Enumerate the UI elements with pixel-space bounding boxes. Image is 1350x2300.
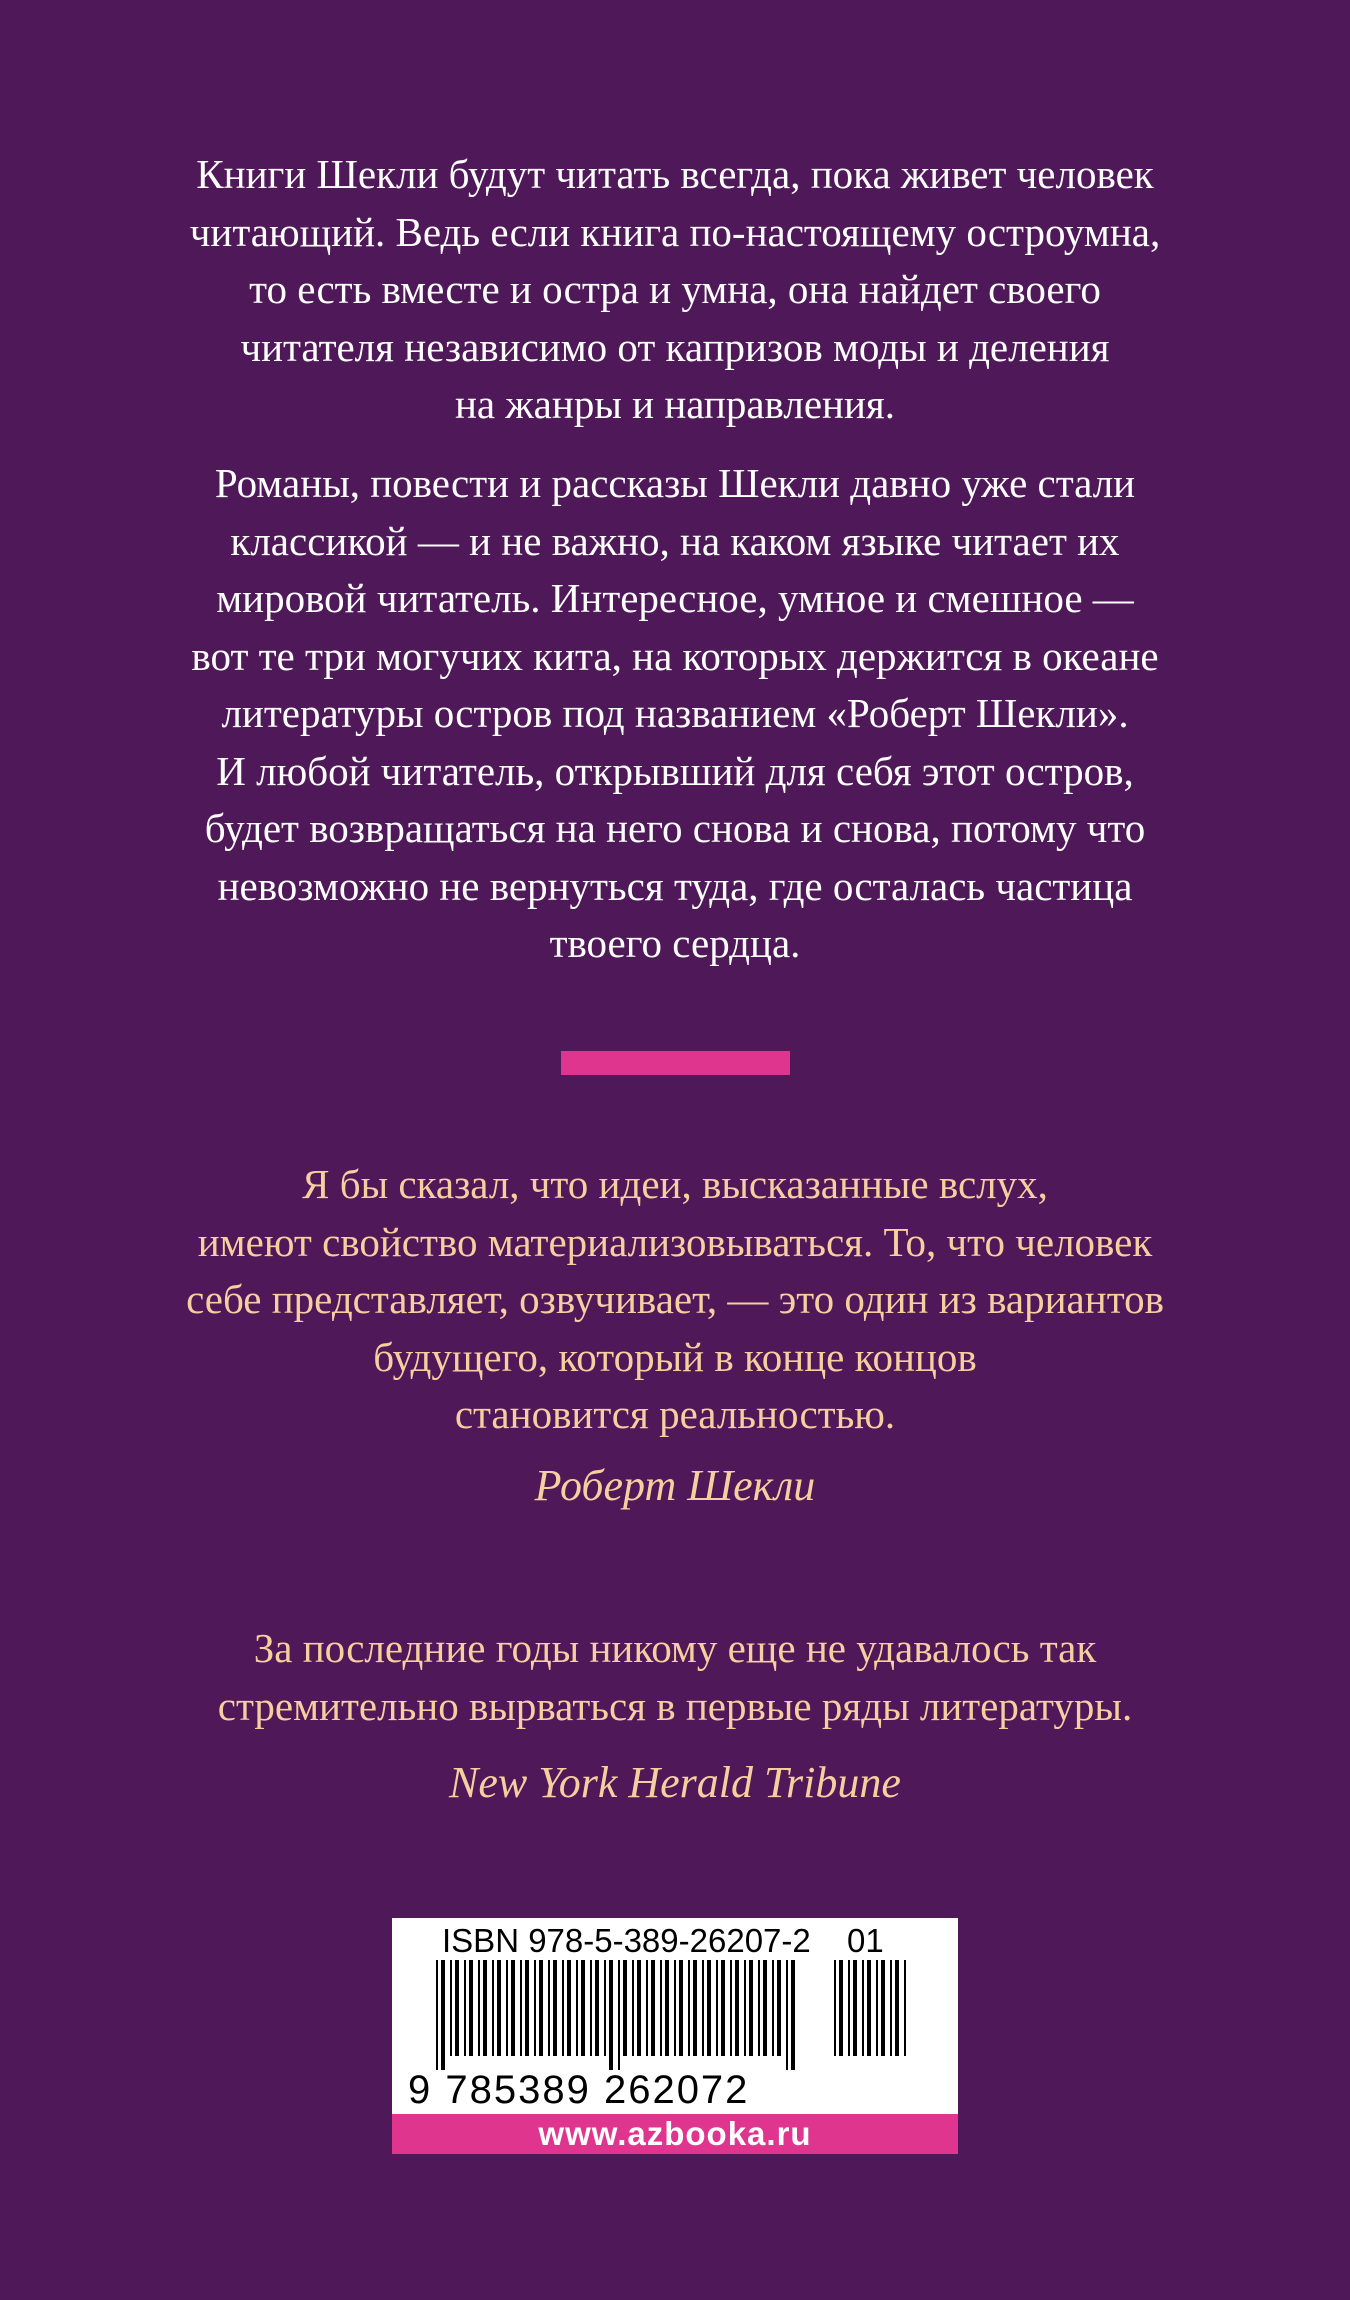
text-line: Романы, повести и рассказы Шекли давно уже стали	[214, 460, 1136, 506]
barcode-bar	[618, 1960, 620, 2070]
quote-line: будущего, который в конце концов	[373, 1333, 977, 1380]
text-line: вот те три могучих кита, на которых держится в океане	[191, 632, 1159, 679]
barcode-bar	[693, 1960, 697, 2056]
barcode-bar	[436, 1960, 438, 2070]
text-line: читателя независимо от капризов моды и деления	[240, 323, 1110, 370]
barcode-bar	[876, 1960, 878, 2056]
description-paragraph-2	[115, 455, 1235, 973]
barcode-bar	[660, 1960, 662, 2056]
barcode-bar	[674, 1960, 676, 2056]
barcode-bar	[567, 1960, 571, 2056]
text-line: мировой читатель. Интересное, умное и смешное —	[216, 575, 1134, 621]
barcode-bar	[576, 1960, 578, 2056]
barcode-bar	[497, 1960, 501, 2056]
quote-shekley	[115, 1156, 1235, 1444]
barcode-bar	[791, 1960, 795, 2070]
barcode-bar	[707, 1960, 711, 2056]
barcode-bar	[581, 1960, 585, 2056]
quote-line: За последние годы никому еще не удавалось так	[253, 1625, 1097, 1671]
text-line: литературы остров под названием «Роберт Шекли».	[221, 690, 1129, 736]
quote-line: стремительно вырваться в первые ряды литературы.	[217, 1682, 1133, 1729]
text-line: читающий. Ведь если книга по-настоящему остроумна,	[189, 208, 1161, 255]
barcode-bar	[735, 1960, 739, 2056]
barcode-bar	[786, 1960, 788, 2070]
barcode-bar	[441, 1960, 445, 2070]
barcode-bar	[716, 1960, 718, 2056]
isbn-barcode	[392, 1918, 958, 2154]
barcode-bar	[867, 1960, 871, 2056]
text-line: Книги Шекли будут читать всегда, пока живет человек	[196, 151, 1154, 197]
quote-herald-tribune	[115, 1620, 1235, 1735]
barcode-bar	[478, 1960, 480, 2056]
barcode-bar	[637, 1960, 641, 2056]
barcode-bar	[469, 1960, 473, 2056]
pink-divider	[561, 1051, 790, 1075]
text-line: твоего сердца.	[549, 920, 801, 966]
barcode-bar	[848, 1960, 850, 2056]
text-line: классикой — и не важно, на каком языке читает их	[230, 517, 1120, 564]
barcode-bar	[506, 1960, 508, 2056]
barcode-bar	[758, 1960, 760, 2056]
barcode-bar	[679, 1960, 683, 2056]
text-line: будет возвращаться на него снова и снова, потому что	[204, 805, 1146, 851]
quote-line: становится реальностью.	[454, 1391, 896, 1437]
barcode-bar	[688, 1960, 690, 2056]
barcode-addon-label: 01	[847, 1922, 884, 1959]
barcode-bar	[839, 1960, 843, 2056]
barcode-bar	[590, 1960, 592, 2056]
barcode-addon-bars-icon	[834, 1960, 914, 2070]
barcode-bar	[881, 1960, 885, 2056]
text-line: невозможно не вернуться туда, где осталась частица	[217, 862, 1133, 909]
barcode-bar	[890, 1960, 892, 2056]
barcode-bar	[665, 1960, 669, 2056]
barcode-bar	[623, 1960, 627, 2056]
barcode-bar	[763, 1960, 767, 2056]
quote-line: Я бы сказал, что идеи, высказанные вслух,	[302, 1161, 1048, 1207]
text-line: то есть вместе и остра и умна, она найдет своего	[249, 266, 1101, 312]
barcode-bars-icon	[436, 1960, 796, 2070]
barcode-bar	[895, 1960, 899, 2056]
barcode-bar	[904, 1960, 906, 2056]
barcode-bar	[511, 1960, 515, 2056]
text-line: И любой читатель, открывший для себя этот остров,	[216, 747, 1134, 794]
barcode-bar	[483, 1960, 487, 2056]
barcode-bar	[520, 1960, 522, 2056]
barcode-bar	[862, 1960, 864, 2056]
barcode-bar	[730, 1960, 732, 2056]
barcode-bar	[595, 1960, 599, 2056]
barcode-bar	[702, 1960, 704, 2056]
barcode-bar	[553, 1960, 557, 2056]
publisher-url: www.azbooka.ru	[392, 2114, 958, 2154]
barcode-bar	[744, 1960, 746, 2056]
isbn-label: ISBN 978-5-389-26207-2	[442, 1922, 811, 1959]
barcode-bar	[455, 1960, 459, 2056]
barcode-bar	[464, 1960, 466, 2056]
barcode-digits: 9 785389 262072	[408, 2068, 750, 2112]
barcode-bar	[534, 1960, 536, 2056]
barcode-bar	[632, 1960, 634, 2056]
barcode-bar	[772, 1960, 774, 2056]
barcode-bar	[646, 1960, 648, 2056]
barcode-bar	[834, 1960, 836, 2056]
barcode-bar	[777, 1960, 781, 2056]
barcode-bar	[492, 1960, 494, 2056]
description-paragraph-1	[115, 146, 1235, 434]
quote-line: себе представляет, озвучивает, — это один из вариантов	[186, 1276, 1164, 1322]
barcode-bar	[562, 1960, 564, 2056]
barcode-bar	[609, 1960, 613, 2070]
quote-line: имеют свойство материализовываться. То, что человек	[197, 1218, 1153, 1265]
barcode-bar	[539, 1960, 543, 2056]
barcode-bar	[525, 1960, 529, 2056]
barcode-bar	[450, 1960, 452, 2056]
quote-source: New York Herald Tribune	[449, 1758, 901, 1807]
barcode-bar	[651, 1960, 655, 2056]
barcode-bar	[721, 1960, 725, 2056]
text-line: на жанры и направления.	[454, 381, 896, 427]
quote-author: Роберт Шекли	[534, 1461, 816, 1510]
barcode-bar	[604, 1960, 606, 2056]
barcode-bar	[749, 1960, 753, 2056]
barcode-bar	[853, 1960, 857, 2056]
barcode-bar	[548, 1960, 550, 2056]
